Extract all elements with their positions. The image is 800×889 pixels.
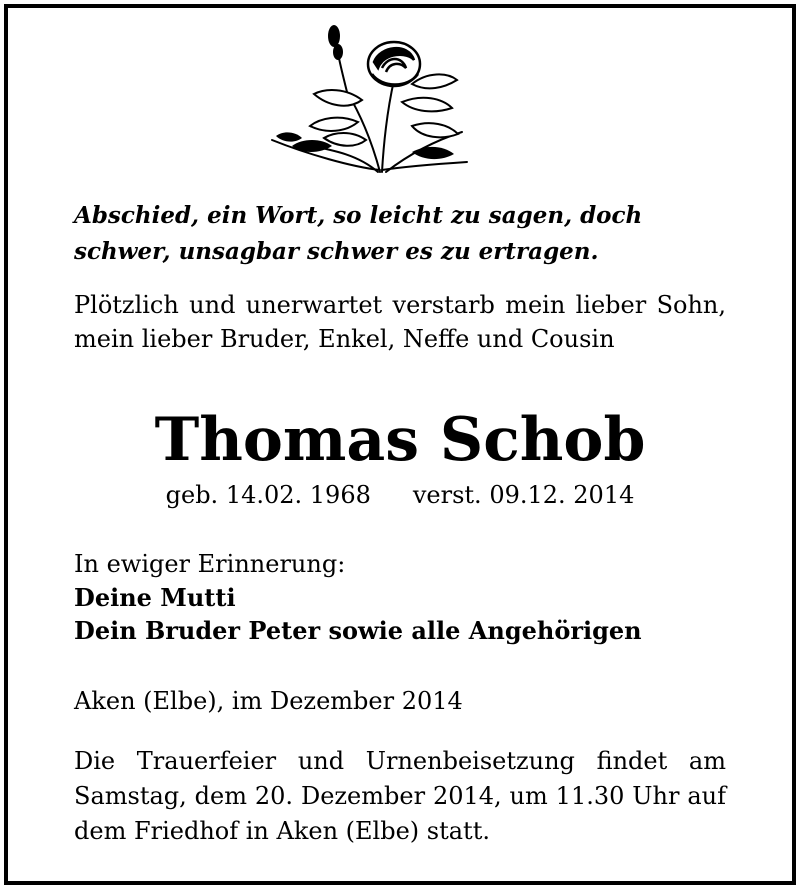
- death-date: verst. 09.12. 2014: [412, 481, 635, 509]
- life-dates: [0, 478, 800, 512]
- memory-heading: In ewiger Erinnerung:: [74, 550, 346, 578]
- motto-line-1: Abschied, ein Wort, so leicht zu sagen, doch: [74, 202, 643, 229]
- mourner-mother: Deine Mutti: [74, 583, 236, 612]
- deceased-name: Thomas Schob: [154, 405, 646, 475]
- place-date: Aken (Elbe), im Dezember 2014: [74, 687, 463, 715]
- birth-date: geb. 14.02. 1968: [165, 481, 371, 509]
- memory-section: [74, 548, 726, 647]
- motto-line-2: schwer, unsagbar schwer es zu ertragen.: [74, 238, 599, 265]
- motto: [74, 198, 726, 270]
- intro-text: Plötzlich und unerwartet verstarb mein lieber Sohn, mein lieber Bruder, Enkel, Neffe und Cousin: [74, 291, 726, 353]
- rose-icon: [262, 22, 478, 184]
- mourner-family: Dein Bruder Peter sowie alle Angehörigen: [74, 616, 642, 645]
- service-info: Die Trauerfeier und Urnenbeisetzung findet am Samstag, dem 20. Dezember 2014, um 11.30 Uhr auf dem Friedhof in Aken (Elbe) statt.: [74, 747, 726, 845]
